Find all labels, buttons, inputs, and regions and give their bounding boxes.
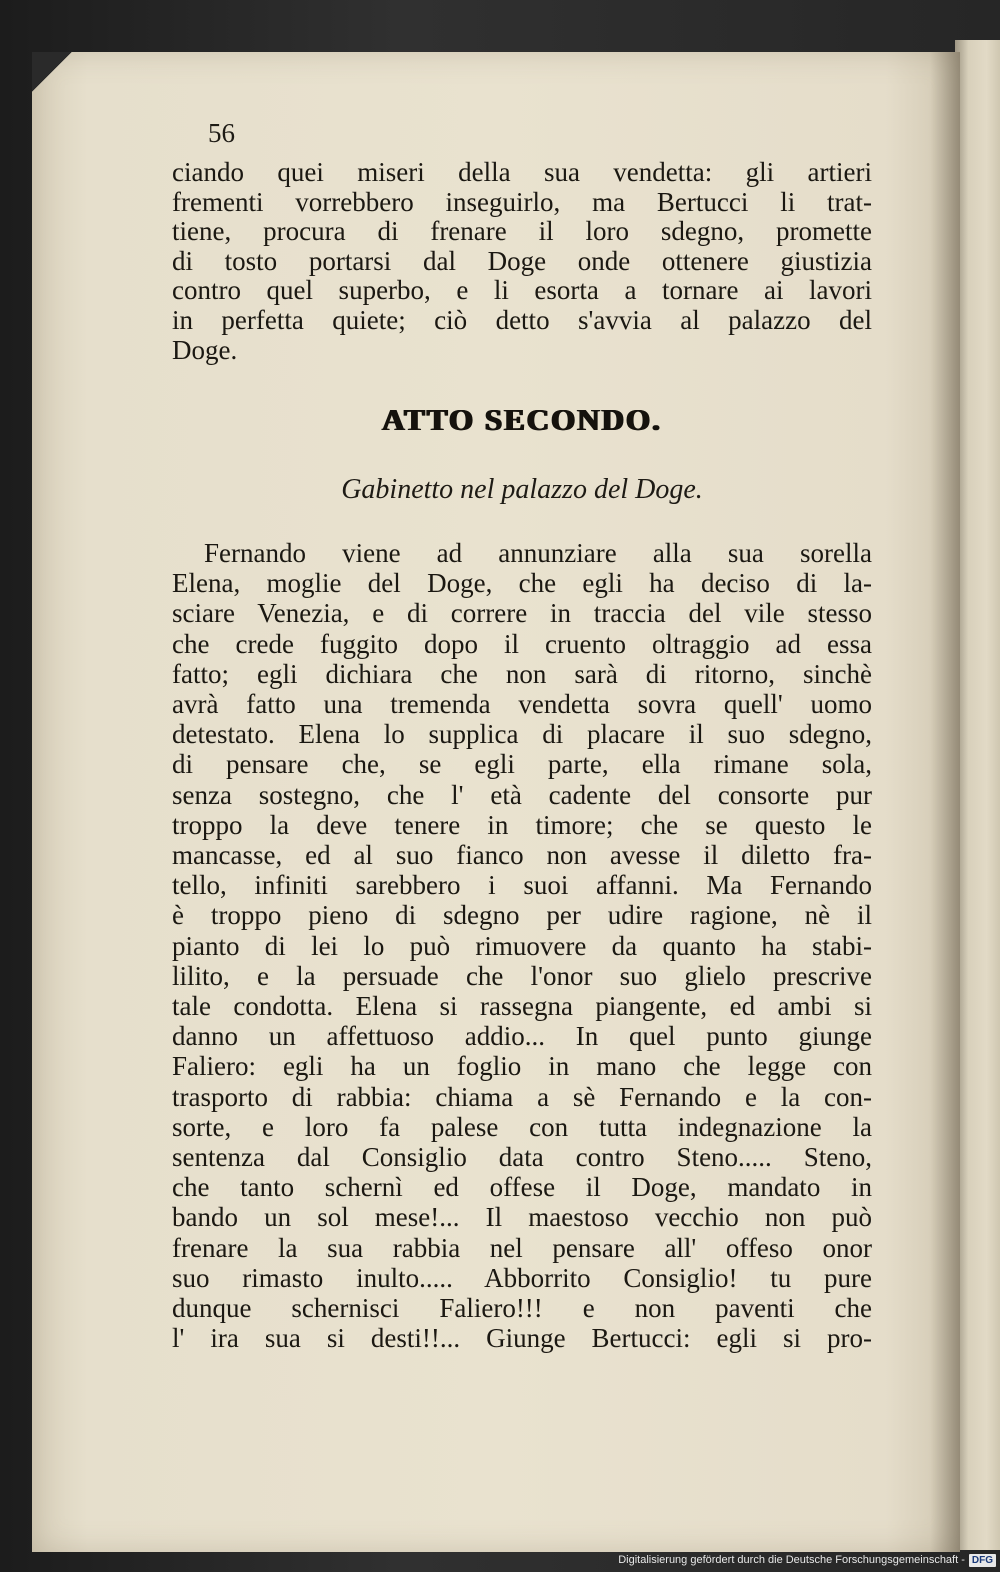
text-line: in perfetta quiete; ciò detto s'avvia al palazzo del: [172, 304, 872, 335]
text-line: mancasse, ed al suo fianco non avesse il diletto fra-: [172, 840, 872, 871]
text-line: Fernando viene ad annunziare alla sua sorella: [204, 538, 872, 568]
text-line: frementi vorrebbero inseguirlo, ma Bertucci li trat-: [172, 186, 872, 217]
text-line: avrà fatto una tremenda vendetta sovra quell' uomo: [172, 689, 872, 720]
paragraph-continuation: [172, 158, 872, 365]
text-line: dunque schernisci Faliero!!! e non paventi che: [172, 1293, 872, 1324]
text-line: di tosto portarsi dal Doge onde ottenere giustizia: [172, 245, 872, 276]
text-line: detestato. Elena lo supplica di placare il suo sdegno,: [172, 719, 872, 750]
act-heading: ATTO SECONDO.: [382, 402, 662, 437]
synopsis-paragraph: [172, 538, 872, 1353]
text-line: ciando quei miseri della sua vendetta: gli artieri: [172, 157, 872, 187]
text-line: contro quel superbo, e li esorta a tornare ai lavori: [172, 275, 872, 306]
text-line: sciare Venezia, e di correre in traccia del vile stesso: [172, 598, 872, 629]
text-line: lilito, e la persuade che l'onor suo glielo prescrive: [172, 960, 872, 991]
digitization-credit: [618, 1552, 996, 1568]
scene-heading: Gabinetto nel palazzo del Doge.: [341, 474, 703, 505]
text-line: frenare la sua rabbia nel pensare all' offeso onor: [172, 1232, 872, 1263]
text-line: Elena, moglie del Doge, che egli ha deciso di la-: [172, 568, 872, 599]
text-line: tello, infiniti sarebbero i suoi affanni. Ma Fernando: [172, 870, 872, 901]
text-line: fatto; egli dichiara che non sarà di ritorno, sinchè: [172, 658, 872, 689]
text-line: sentenza dal Consiglio data contro Steno..... Steno,: [172, 1142, 872, 1173]
text-line: è troppo pieno di sdegno per udire ragione, nè il: [172, 900, 872, 931]
text-line: l' ira sua si desti!!... Giunge Bertucci: egli si pro-: [172, 1323, 872, 1354]
page-number: 56: [208, 118, 235, 148]
credit-text: Digitalisierung gefördert durch die Deutsche Forschungsgemeinschaft -: [618, 1554, 965, 1566]
spine-shadow: [930, 52, 960, 1552]
text-line: danno un affettuoso addio... In quel punto giunge: [172, 1021, 872, 1052]
text-line: troppo la deve tenere in timore; che se questo le: [172, 809, 872, 840]
text-line: tale condotta. Elena si rassegna piangente, ed ambi si: [172, 991, 872, 1022]
text-line: pianto di lei lo può rimuovere da quanto ha stabi-: [172, 930, 872, 961]
text-line: senza sostegno, che l' età cadente del consorte pur: [172, 779, 872, 810]
adjacent-page-edge: [955, 40, 1000, 1550]
text-line: di pensare che, se egli parte, ella rimane sola,: [172, 749, 872, 780]
dfg-logo: DFG: [969, 1554, 996, 1567]
text-line: Doge.: [172, 334, 238, 365]
text-line: trasporto di rabbia: chiama a sè Fernando e la con-: [172, 1081, 872, 1112]
text-line: che tanto schernì ed offese il Doge, mandato in: [172, 1172, 872, 1203]
text-line: Faliero: egli ha un foglio in mano che legge con: [172, 1051, 872, 1082]
text-line: suo rimasto inulto..... Abborrito Consiglio! tu pure: [172, 1262, 872, 1293]
text-line: tiene, procura di frenare il loro sdegno, promette: [172, 216, 872, 247]
text-line: bando un sol mese!... Il maestoso vecchio non può: [172, 1202, 872, 1233]
text-line: sorte, e loro fa palese con tutta indegnazione la: [172, 1111, 872, 1142]
text-line: che crede fuggito dopo il cruento oltraggio ad essa: [172, 628, 872, 659]
